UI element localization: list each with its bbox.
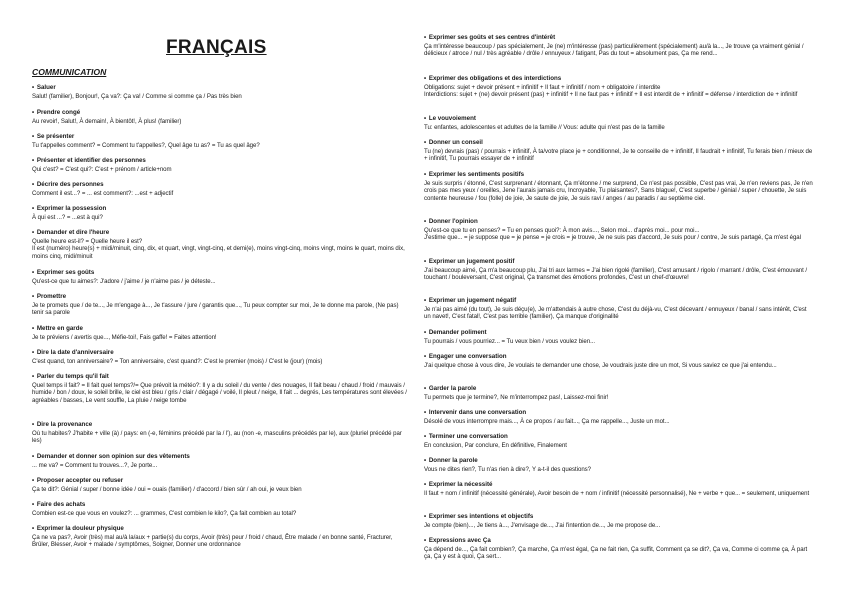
entry-heading: • Mettre en garde xyxy=(32,325,83,332)
entry-heading: • Exprimer ses goûts xyxy=(32,269,95,276)
entry-heading: • Garder la parole xyxy=(424,385,477,392)
bullet-icon: • xyxy=(32,182,35,188)
entry-text: Quelle heure est-il? = Quelle heure il est? Il est (numéro) heure(s) + midi/minuit, cinq, dix, et quart, vingt, vingt-cinq, et demi(e), moins vingt-cinq, moins vingt, moins le quart, moins dix, moins cinq, midi/minuit xyxy=(32,237,405,260)
entry-text: Il faut + nom / infinitif (nécessité générale), Avoir besoin de + nom / infinitif (nécessité personnalisé), Ne + verbe + que... = seulement, uniquement xyxy=(424,489,810,497)
bullet-icon: • xyxy=(424,514,427,520)
entry xyxy=(32,133,410,149)
bullet-icon: • xyxy=(32,350,35,356)
bullet-icon: • xyxy=(424,354,427,360)
bullet-icon: • xyxy=(32,294,35,300)
bullet-icon: • xyxy=(32,502,35,508)
entry-heading: • Donner un conseil xyxy=(424,139,483,146)
bullet-icon: • xyxy=(32,326,35,332)
entry-text: Où tu habites? J'habite + ville (à) / pays: en (-e, féminins précédé par la / l'), au (non -e, masculins précédés par le), aux (pluriel précédé par les) xyxy=(32,429,402,445)
entry-text: Je te promets que / de te..., Je m'engage à..., Je t'assure / jure / garantis que..., Tu peux compter sur moi, Je te donne ma parole, (Ne pas) tenir sa parole xyxy=(32,301,399,317)
entry-text: Je n'ai pas aimé (du tout), Je suis déçu(e), Je m'attendais à autre chose, C'est du déjà-vu, C'est décevant / ennuyeux / banal / sans intérêt, C'est un navet!, C'est fatal!, C'est pas terrible (familier), Ça manque d'originalité xyxy=(424,305,807,321)
entry-heading: • Prendre congé xyxy=(32,109,81,116)
bullet-icon: • xyxy=(424,219,427,225)
bullet-icon: • xyxy=(424,259,427,265)
entry-text: Je compte (bien)..., Je tiens à..., J'envisage de..., J'ai l'intention de..., Je me propose de... xyxy=(424,521,661,529)
bullet-icon: • xyxy=(32,134,35,140)
entry-heading: • Donner l'opinion xyxy=(424,218,478,225)
entry xyxy=(424,297,814,321)
entry xyxy=(32,349,410,365)
entry xyxy=(424,139,814,163)
bullet-icon: • xyxy=(32,158,35,164)
entry-heading: • Demander et donner son opinion sur des vêtements xyxy=(32,453,190,460)
bullet-icon: • xyxy=(424,330,427,336)
entry-text: Ça te dit?: Génial / super / bonne idée / oui = ouais (familier) / d'accord / bien sûr / ah oui, je veux bien xyxy=(32,485,302,493)
bullet-icon: • xyxy=(424,410,427,416)
bullet-icon: • xyxy=(424,35,427,41)
entry-text: ... me va? = Comment tu trouves...?, Je porte... xyxy=(32,461,158,469)
entry-heading: • Décrire des personnes xyxy=(32,181,104,188)
entry-heading: • Faire des achats xyxy=(32,501,86,508)
entry-heading: • Donner la parole xyxy=(424,457,478,464)
entry-heading: • Terminer une conversation xyxy=(424,433,508,440)
bullet-icon: • xyxy=(32,526,35,532)
bullet-icon: • xyxy=(32,270,35,276)
entry-heading: • Exprimer des obligations et des interdictions xyxy=(424,75,562,82)
entry-text: Salut! (familier), Bonjour!, Ça va?: Ça va! / Comme si comme ça / Pas très bien xyxy=(32,92,242,100)
bullet-icon: • xyxy=(424,386,427,392)
entry-text: Obligations: sujet + devoir présent + infinitif + Il faut + infinitif / nom + obligatoire / interdite Interdictions: sujet + (ne) devoir présent (pas) + infinitif + Il ne faut pas + infinitif + Il est interdit de + infinitif = défense / interdiction de + infinitif xyxy=(424,83,798,99)
entry xyxy=(32,229,410,260)
bullet-icon: • xyxy=(32,110,35,116)
entry-text: Tu: enfantes, adolescentes et adultes de la famille // Vous: adulte qui n'est pas de la famille xyxy=(424,123,665,131)
entry xyxy=(32,84,410,100)
entry xyxy=(424,34,814,58)
entry xyxy=(32,269,410,285)
entry xyxy=(424,218,814,242)
bullet-icon: • xyxy=(424,76,427,82)
bullet-icon: • xyxy=(32,478,35,484)
entry xyxy=(424,537,814,561)
entry-heading: • Intervenir dans une conversation xyxy=(424,409,527,416)
bullet-icon: • xyxy=(424,434,427,440)
bullet-icon: • xyxy=(32,230,35,236)
entry-text: Tu (ne) devrais (pas) / pourrais + infinitif, À ta/votre place je + conditionnel, Je te conseille de + infinitif, Il faudrait + infinitif, Tu ferais bien / mieux de + infinitif, Tu pourrais essayer de + infinitif xyxy=(424,147,813,163)
bullet-icon: • xyxy=(32,85,35,91)
entry-text: Quel temps il fait? = Il fait quel temps?/= Que prévoit la météo?: Il y a du soleil / du vente / des nouages, Il fait beau / chaud / froid / mauvais / humide / bon / doux, le soleil brille, le ciel est bleu / gris / clair / dégagé / voilé, Il pleut / neige, Il fait ... degrés, Les températures sont élevées / agréables / basses, Le vent souffle, La pluie / neige tombe xyxy=(32,381,407,404)
entry-heading: • Engager une conversation xyxy=(424,353,507,360)
entry-heading: • Expressions avec Ça xyxy=(424,537,491,544)
entry-text: Comment il est...? = ... est comment?: ...est + adjectif xyxy=(32,189,174,197)
entry-text: À qui est ...? = ...est à qui? xyxy=(32,213,103,221)
entry-text: Vous ne dites rien?, Tu n'as rien à dire?, Y a-t-il des questions? xyxy=(424,465,592,473)
entry xyxy=(32,373,410,404)
entry xyxy=(424,353,814,369)
entry xyxy=(424,457,814,473)
bullet-icon: • xyxy=(32,206,35,212)
entry-text: Je suis surpris / étonné, C'est surprenant / étonnant, Ça m'étonne / me surprend, Ce n'est pas possible, C'est pas vrai, Je n'en reviens pas, Je n'en crois pas mes yeux / oreilles, Jene l'aurais jamais cru, Incroyable, Tu plaisantes?, Sans blague!, C'est superbe / génial / super / chouette, Je suis contente heureuse / fou (folle) de joie, Je saute de joie, Je suis ravi / anges / au paradis / au septième ciel. xyxy=(424,179,813,202)
entry-heading: • Exprimer les sentiments positifs xyxy=(424,171,525,178)
bullet-icon: • xyxy=(424,116,427,122)
entry-text: Ça dépend de..., Ça fait combien?, Ça marche, Ça m'est égal, Ça ne fait rien, Ça suffit, Comment ça se dit?, Ça va, Comme ci comme ça, À part ça, Ça y est à quoi, Ça sert... xyxy=(424,545,808,561)
entry-text: Tu permets que je termine?, Ne m'interrompez pas!, Laissez-moi finir! xyxy=(424,393,609,401)
bullet-icon: • xyxy=(424,140,427,146)
bullet-icon: • xyxy=(32,422,35,428)
entry xyxy=(32,109,410,125)
entry-text: Qu'est-ce que tu aimes?: J'adore / j'aime / je n'aime pas / je déteste... xyxy=(32,277,216,285)
entry xyxy=(32,181,410,197)
entry-heading: • Exprimer ses goûts et ses centres d'intérêt xyxy=(424,34,556,41)
entry xyxy=(32,525,410,549)
entry xyxy=(32,477,410,493)
entry-heading: • Saluer xyxy=(32,84,56,91)
entry-heading: • Exprimer ses intentions et objectifs xyxy=(424,513,534,520)
entry xyxy=(424,329,814,345)
entry xyxy=(32,293,410,317)
entry xyxy=(424,385,814,401)
entry-text: Je te préviens / avertis que..., Méfie-toi!, Fais gaffe! = Faites attention! xyxy=(32,333,217,341)
entry xyxy=(424,258,814,282)
entry xyxy=(424,513,814,529)
entry-text: C'est quand, ton anniversaire? = Ton anniversaire, c'est quand?: C'est le premier (mois) / C'est le (jour) (mois) xyxy=(32,357,323,365)
entry xyxy=(32,205,410,221)
bullet-icon: • xyxy=(424,482,427,488)
entry xyxy=(32,501,410,517)
entry xyxy=(32,453,410,469)
entry-text: Qu'est-ce que tu en penses? = Tu en penses quoi?: À mon avis..., Selon moi... d'après moi... pour moi... J'estime que... = je suppose que = je pense = je crois = je trouve, Je ne suis pas d'accord, Je suis pour / contre, Je suis partagé, Ça m'est égal xyxy=(424,226,801,242)
entry xyxy=(32,325,410,341)
entry-text: Désolé de vous interrompre mais..., À ce propos / au fait..., Ça me rappelle..., Juste un mot... xyxy=(424,417,670,425)
entry-text: Tu pourrais / vous pourriez... = Tu veux bien / vous voulez bien... xyxy=(424,337,596,345)
entry-heading: • Promettre xyxy=(32,293,67,300)
bullet-icon: • xyxy=(424,538,427,544)
entry xyxy=(424,409,814,425)
entry-heading: • Se présenter xyxy=(32,133,75,140)
entry xyxy=(424,75,814,99)
bullet-icon: • xyxy=(424,458,427,464)
entry-text: J'ai quelque chose à vous dire, Je voulais te demander une chose, Je voudrais juste dire un mot, Si vous saviez ce que j'ai entendu... xyxy=(424,361,777,369)
entry-text: Au revoir!, Salut!, À demain!, À bientôt!, À plus! (familier) xyxy=(32,117,182,125)
entry xyxy=(424,115,814,131)
section-title: COMMUNICATION xyxy=(32,67,107,77)
entry-text: Combien est-ce que vous en voulez?: ... grammes, C'est combien le kilo?, Ça fait combien au total? xyxy=(32,509,297,517)
entry-text: Qui c'est? = C'est qui?: C'est + prénom / article+nom xyxy=(32,165,172,173)
entry-heading: • Exprimer un jugement positif xyxy=(424,258,515,265)
page-title: FRANÇAIS xyxy=(166,37,267,58)
entry xyxy=(424,171,814,202)
entry xyxy=(32,157,410,173)
entry-text: Tu t'appelles comment? = Comment tu t'appelles?, Quel âge tu as? = Tu as quel âge? xyxy=(32,141,260,149)
entry-heading: • Exprimer la douleur physique xyxy=(32,525,124,532)
entry-heading: • Dire la date d'anniversaire xyxy=(32,349,114,356)
bullet-icon: • xyxy=(32,454,35,460)
entry-heading: • Demander poliment xyxy=(424,329,487,336)
bullet-icon: • xyxy=(32,374,35,380)
bullet-icon: • xyxy=(424,298,427,304)
entry-heading: • Proposer accepter ou refuser xyxy=(32,477,124,484)
entry-text: Ça ne va pas?, Avoir (très) mal au/à la/aux + partie(s) du corps, Avoir (très) peur / froid / chaud, Être malade / en bonne santé, Fracturer, Brûler, Blesser, Avoir + malade / symptômes, Soigner, Donner une ordonnance xyxy=(32,533,393,549)
entry xyxy=(32,421,410,445)
entry-text: Ça m'intéresse beaucoup / pas spécialement, Je (ne) m'intéresse (pas) particulièrement (spécialement) au/à la..., Je trouve ça vraiment génial / délicieux / atroce / nul / très agréable / drôle / ennuyeux / fatigant, Pas du tout = absolument pas, Ça me rend... xyxy=(424,42,804,58)
entry xyxy=(424,481,814,497)
entry-heading: • Demander et dire l'heure xyxy=(32,229,110,236)
entry xyxy=(424,433,814,449)
entry-heading: • Exprimer la nécessité xyxy=(424,481,493,488)
entry-text: En conclusion, Par conclure, En définitive, Finalement xyxy=(424,441,567,449)
bullet-icon: • xyxy=(424,172,427,178)
entry-heading: • Exprimer un jugement négatif xyxy=(424,297,517,304)
entry-heading: • Dire la provenance xyxy=(32,421,93,428)
entry-text: J'ai beaucoup aimé, Ça m'a beaucoup plu, J'ai tri aux larmes = J'ai bien rigolé (familier), C'est amusant / rigolo / marrant / drôle, C'est émouvant / touchant / bouleversant, C'est original, Ça transmet des émotions profondes, C'est un chef-d'œuvre! xyxy=(424,266,808,282)
entry-heading: • Le vouvoiement xyxy=(424,115,476,122)
entry-heading: • Parler du temps qu'il fait xyxy=(32,373,109,380)
entry-heading: • Exprimer la possession xyxy=(32,205,107,212)
entry-heading: • Présenter et identifier des personnes xyxy=(32,157,146,164)
